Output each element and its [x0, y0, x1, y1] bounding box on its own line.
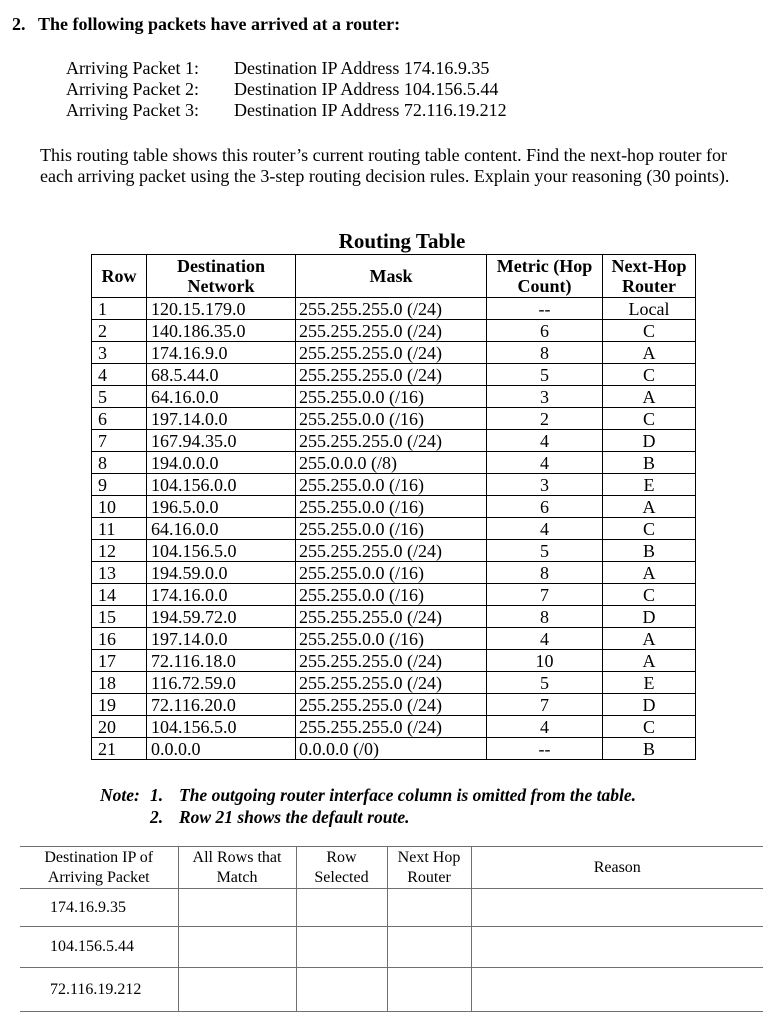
cell-destination: 167.94.35.0 — [147, 430, 296, 452]
cell-metric: 4 — [487, 452, 603, 474]
header-destination: Destination Network — [147, 255, 296, 298]
cell-row-number: 16 — [92, 628, 147, 650]
answer-row — [20, 968, 763, 1012]
cell-next-hop: A — [603, 628, 696, 650]
cell-next-hop: A — [603, 562, 696, 584]
cell-mask: 255.255.0.0 (/16) — [296, 474, 487, 496]
cell-mask: 255.255.255.0 (/24) — [296, 694, 487, 716]
answer-matching-rows-cell[interactable] — [178, 968, 296, 1012]
cell-metric: 2 — [487, 408, 603, 430]
cell-next-hop: C — [603, 320, 696, 342]
cell-mask: 255.255.255.0 (/24) — [296, 364, 487, 386]
cell-metric: 10 — [487, 650, 603, 672]
cell-next-hop: B — [603, 540, 696, 562]
cell-next-hop: A — [603, 386, 696, 408]
routing-table-row — [92, 628, 696, 650]
cell-row-number: 14 — [92, 584, 147, 606]
cell-mask: 255.255.255.0 (/24) — [296, 672, 487, 694]
answer-row-selected-cell[interactable] — [296, 927, 387, 968]
routing-table-row — [92, 386, 696, 408]
cell-next-hop: D — [603, 430, 696, 452]
note-lead: Note: — [100, 785, 140, 805]
cell-destination: 104.156.0.0 — [147, 474, 296, 496]
cell-metric: 8 — [487, 562, 603, 584]
cell-mask: 255.255.0.0 (/16) — [296, 496, 487, 518]
routing-table-row — [92, 320, 696, 342]
cell-destination: 104.156.5.0 — [147, 540, 296, 562]
routing-table-row — [92, 650, 696, 672]
routing-table-row — [92, 364, 696, 386]
cell-metric: 7 — [487, 584, 603, 606]
cell-mask: 255.255.0.0 (/16) — [296, 628, 487, 650]
routing-table-row — [92, 408, 696, 430]
cell-next-hop: C — [603, 518, 696, 540]
answer-matching-rows-cell[interactable] — [178, 927, 296, 968]
routing-table-row — [92, 584, 696, 606]
packet-label: Arriving Packet 1: — [66, 58, 199, 78]
cell-destination: 0.0.0.0 — [147, 738, 296, 760]
question-heading — [12, 14, 400, 35]
routing-table-row — [92, 430, 696, 452]
cell-next-hop: C — [603, 364, 696, 386]
header-next-hop-router: Next Hop Router — [387, 847, 471, 889]
cell-mask: 255.255.255.0 (/24) — [296, 650, 487, 672]
answer-row-selected-cell[interactable] — [296, 968, 387, 1012]
cell-row-number: 20 — [92, 716, 147, 738]
cell-next-hop: D — [603, 694, 696, 716]
cell-destination: 197.14.0.0 — [147, 628, 296, 650]
cell-destination: 196.5.0.0 — [147, 496, 296, 518]
routing-table-row — [92, 694, 696, 716]
cell-destination: 68.5.44.0 — [147, 364, 296, 386]
cell-mask: 255.255.0.0 (/16) — [296, 408, 487, 430]
packet-list — [66, 58, 507, 121]
cell-destination: 116.72.59.0 — [147, 672, 296, 694]
question-number: 2. — [12, 14, 26, 34]
packet-label: Arriving Packet 3: — [66, 100, 199, 120]
answer-next-hop-cell[interactable] — [387, 927, 471, 968]
routing-table-row — [92, 342, 696, 364]
cell-metric: 4 — [487, 518, 603, 540]
cell-next-hop: C — [603, 584, 696, 606]
cell-next-hop: D — [603, 606, 696, 628]
cell-mask: 255.255.255.0 (/24) — [296, 540, 487, 562]
cell-destination: 64.16.0.0 — [147, 386, 296, 408]
routing-table-row — [92, 298, 696, 320]
cell-metric: 5 — [487, 364, 603, 386]
cell-next-hop: E — [603, 672, 696, 694]
cell-row-number: 3 — [92, 342, 147, 364]
note-block — [100, 784, 636, 828]
cell-row-number: 6 — [92, 408, 147, 430]
answer-matching-rows-cell[interactable] — [178, 889, 296, 927]
cell-metric: 4 — [487, 430, 603, 452]
cell-row-number: 17 — [92, 650, 147, 672]
cell-metric: 8 — [487, 606, 603, 628]
cell-mask: 255.255.0.0 (/16) — [296, 518, 487, 540]
cell-row-number: 15 — [92, 606, 147, 628]
header-row-selected: Row Selected — [296, 847, 387, 889]
answer-ip: 104.156.5.44 — [20, 927, 178, 968]
packet-item — [66, 100, 507, 121]
cell-mask: 255.255.0.0 (/16) — [296, 386, 487, 408]
header-all-rows-match: All Rows that Match — [178, 847, 296, 889]
header-next-hop: Next-Hop Router — [603, 255, 696, 298]
cell-next-hop: A — [603, 496, 696, 518]
cell-next-hop: B — [603, 452, 696, 474]
routing-table-header — [92, 255, 696, 298]
cell-next-hop: A — [603, 650, 696, 672]
routing-table-row — [92, 540, 696, 562]
cell-mask: 255.255.255.0 (/24) — [296, 298, 487, 320]
cell-destination: 140.186.35.0 — [147, 320, 296, 342]
cell-row-number: 7 — [92, 430, 147, 452]
header-row: Row — [92, 255, 147, 298]
cell-metric: 3 — [487, 386, 603, 408]
answer-table — [20, 846, 763, 1012]
cell-next-hop: C — [603, 408, 696, 430]
answer-reason-cell[interactable] — [471, 889, 763, 927]
note-text: The outgoing router interface column is omitted from the table. — [179, 785, 636, 805]
cell-metric: 4 — [487, 628, 603, 650]
cell-metric: 5 — [487, 540, 603, 562]
cell-row-number: 18 — [92, 672, 147, 694]
header-mask: Mask — [296, 255, 487, 298]
cell-destination: 72.116.18.0 — [147, 650, 296, 672]
routing-table-row — [92, 716, 696, 738]
answer-next-hop-cell[interactable] — [387, 889, 471, 927]
answer-ip: 174.16.9.35 — [20, 889, 178, 927]
note-number: 2. — [150, 807, 164, 827]
routing-table-row — [92, 738, 696, 760]
packet-item — [66, 58, 507, 79]
cell-row-number: 5 — [92, 386, 147, 408]
packet-destination: Destination IP Address 72.116.19.212 — [234, 100, 507, 120]
cell-row-number: 12 — [92, 540, 147, 562]
cell-mask: 255.255.255.0 (/24) — [296, 430, 487, 452]
answer-row — [20, 927, 763, 968]
routing-table-title: Routing Table — [338, 229, 466, 253]
routing-table — [91, 254, 696, 760]
cell-mask: 255.255.255.0 (/24) — [296, 606, 487, 628]
cell-destination: 120.15.179.0 — [147, 298, 296, 320]
cell-next-hop: Local — [603, 298, 696, 320]
cell-destination: 194.59.72.0 — [147, 606, 296, 628]
cell-metric: -- — [487, 298, 603, 320]
answer-ip: 72.116.19.212 — [20, 968, 178, 1012]
cell-row-number: 4 — [92, 364, 147, 386]
intro-paragraph: This routing table shows this router’s current routing table content. Find the next-hop router for each arriving packet using the 3-step routing decision rules. Explain your reasoning (30 points). — [40, 145, 730, 186]
cell-destination: 72.116.20.0 — [147, 694, 296, 716]
cell-destination: 194.0.0.0 — [147, 452, 296, 474]
header-metric: Metric (Hop Count) — [487, 255, 603, 298]
cell-next-hop: C — [603, 716, 696, 738]
note-text: Row 21 shows the default route. — [179, 807, 410, 827]
cell-destination: 194.59.0.0 — [147, 562, 296, 584]
cell-row-number: 2 — [92, 320, 147, 342]
cell-mask: 255.255.255.0 (/24) — [296, 320, 487, 342]
cell-mask: 255.0.0.0 (/8) — [296, 452, 487, 474]
routing-table-row — [92, 474, 696, 496]
cell-destination: 174.16.9.0 — [147, 342, 296, 364]
answer-table-header — [20, 847, 763, 889]
cell-metric: 7 — [487, 694, 603, 716]
answer-next-hop-cell[interactable] — [387, 968, 471, 1012]
question-heading-text: The following packets have arrived at a router: — [38, 14, 401, 34]
routing-table-row — [92, 496, 696, 518]
cell-metric: -- — [487, 738, 603, 760]
routing-table-row — [92, 606, 696, 628]
cell-destination: 174.16.0.0 — [147, 584, 296, 606]
header-destination-ip: Destination IP of Arriving Packet — [20, 847, 178, 889]
answer-row-selected-cell[interactable] — [296, 889, 387, 927]
cell-row-number: 8 — [92, 452, 147, 474]
cell-mask: 255.255.255.0 (/24) — [296, 342, 487, 364]
cell-next-hop: B — [603, 738, 696, 760]
routing-table-row — [92, 672, 696, 694]
cell-row-number: 1 — [92, 298, 147, 320]
cell-destination: 64.16.0.0 — [147, 518, 296, 540]
answer-reason-cell[interactable] — [471, 968, 763, 1012]
cell-metric: 4 — [487, 716, 603, 738]
note-number: 1. — [150, 785, 164, 805]
routing-table-row — [92, 562, 696, 584]
packet-label: Arriving Packet 2: — [66, 79, 199, 99]
packet-destination: Destination IP Address 104.156.5.44 — [234, 79, 499, 99]
cell-row-number: 9 — [92, 474, 147, 496]
cell-mask: 0.0.0.0 (/0) — [296, 738, 487, 760]
cell-destination: 104.156.5.0 — [147, 716, 296, 738]
cell-mask: 255.255.0.0 (/16) — [296, 584, 487, 606]
cell-row-number: 10 — [92, 496, 147, 518]
cell-metric: 5 — [487, 672, 603, 694]
cell-mask: 255.255.0.0 (/16) — [296, 562, 487, 584]
cell-row-number: 21 — [92, 738, 147, 760]
cell-next-hop: E — [603, 474, 696, 496]
cell-next-hop: A — [603, 342, 696, 364]
routing-table-row — [92, 518, 696, 540]
cell-row-number: 19 — [92, 694, 147, 716]
routing-table-row — [92, 452, 696, 474]
packet-destination: Destination IP Address 174.16.9.35 — [234, 58, 490, 78]
cell-metric: 3 — [487, 474, 603, 496]
cell-mask: 255.255.255.0 (/24) — [296, 716, 487, 738]
header-reason: Reason — [471, 847, 763, 889]
cell-metric: 6 — [487, 496, 603, 518]
answer-reason-cell[interactable] — [471, 927, 763, 968]
answer-row — [20, 889, 763, 927]
cell-metric: 6 — [487, 320, 603, 342]
cell-row-number: 13 — [92, 562, 147, 584]
cell-metric: 8 — [487, 342, 603, 364]
cell-destination: 197.14.0.0 — [147, 408, 296, 430]
cell-row-number: 11 — [92, 518, 147, 540]
packet-item — [66, 79, 507, 100]
